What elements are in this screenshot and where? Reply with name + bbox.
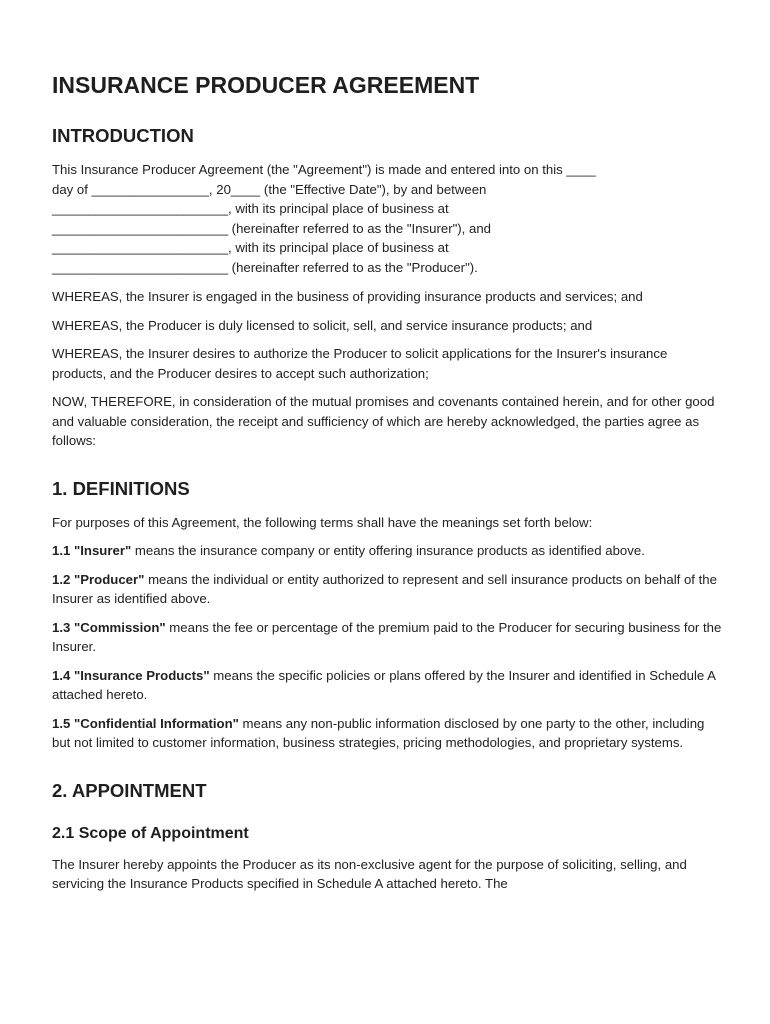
definition-text: means the fee or percentage of the premium paid to the Producer for securing business for the Insurer. [52,619,722,654]
definition-term: 1.3 "Commission" [52,619,166,635]
whereas-clause-2: WHEREAS, the Producer is duly licensed to solicit, sell, and service insurance products; and [52,317,593,333]
document-page [52,70,722,903]
preamble-paragraph [52,160,722,277]
definition-item-insurance-products [52,666,722,705]
definition-item-producer [52,570,722,609]
preamble-line: ________________________ (hereinafter referred to as the "Producer"). [52,259,478,275]
preamble-line: This Insurance Producer Agreement (the "Agreement") is made and entered into on this ____ [52,162,596,177]
appointment-heading: 2. APPOINTMENT [52,779,207,801]
definition-term: 1.2 "Producer" [52,571,145,587]
definition-item-insurer [52,541,722,561]
preamble-line: ________________________, with its principal place of business at [52,240,449,255]
definition-text: means the individual or entity authorized to represent and sell insurance products on behalf of the Insurer as identified above. [52,571,717,606]
document-title: INSURANCE PRODUCER AGREEMENT [52,72,480,98]
definition-term: 1.4 "Insurance Products" [52,667,210,683]
definition-term: 1.5 "Confidential Information" [52,715,239,731]
scope-of-appointment-text: The Insurer hereby appoints the Producer as its non-exclusive agent for the purpose of soliciting, selling, and servicing the Insurance Products specified in Schedule A attached hereto. The [52,856,687,891]
definition-text: means the specific policies or plans offered by the Insurer and identified in Schedule A attached hereto. [52,667,716,702]
definition-text: means the insurance company or entity offering insurance products as identified above. [131,543,645,558]
preamble-line: ________________________, with its principal place of business at [52,201,449,216]
introduction-heading: INTRODUCTION [52,125,194,146]
definition-item-confidential-information [52,714,722,753]
definitions-heading: 1. DEFINITIONS [52,477,190,499]
preamble-line: day of ________________, 20____ (the "Effective Date"), by and between [52,181,487,197]
whereas-clause-1: WHEREAS, the Insurer is engaged in the business of providing insurance products and services; and [52,289,643,304]
definition-term: 1.1 "Insurer" [52,543,132,558]
definitions-lead: For purposes of this Agreement, the following terms shall have the meanings set forth below: [52,514,593,530]
definition-item-commission [52,618,722,657]
definition-text: means any non-public information disclosed by one party to the other, including but not limited to customer information, business strategies, pricing methodologies, and proprietary systems. [52,715,705,750]
whereas-clause-3: WHEREAS, the Insurer desires to authorize the Producer to solicit applications for the Insurer's insurance products, and the Producer desires to accept such authorization; [52,346,668,381]
scope-of-appointment-heading: 2.1 Scope of Appointment [52,824,249,842]
now-therefore-clause: NOW, THEREFORE, in consideration of the mutual promises and covenants contained herein, and for other good and valuable consideration, the receipt and sufficiency of which are hereby acknowledged, the parties agree as follows: [52,394,715,448]
preamble-line: ________________________ (hereinafter referred to as the "Insurer"), and [52,220,492,236]
